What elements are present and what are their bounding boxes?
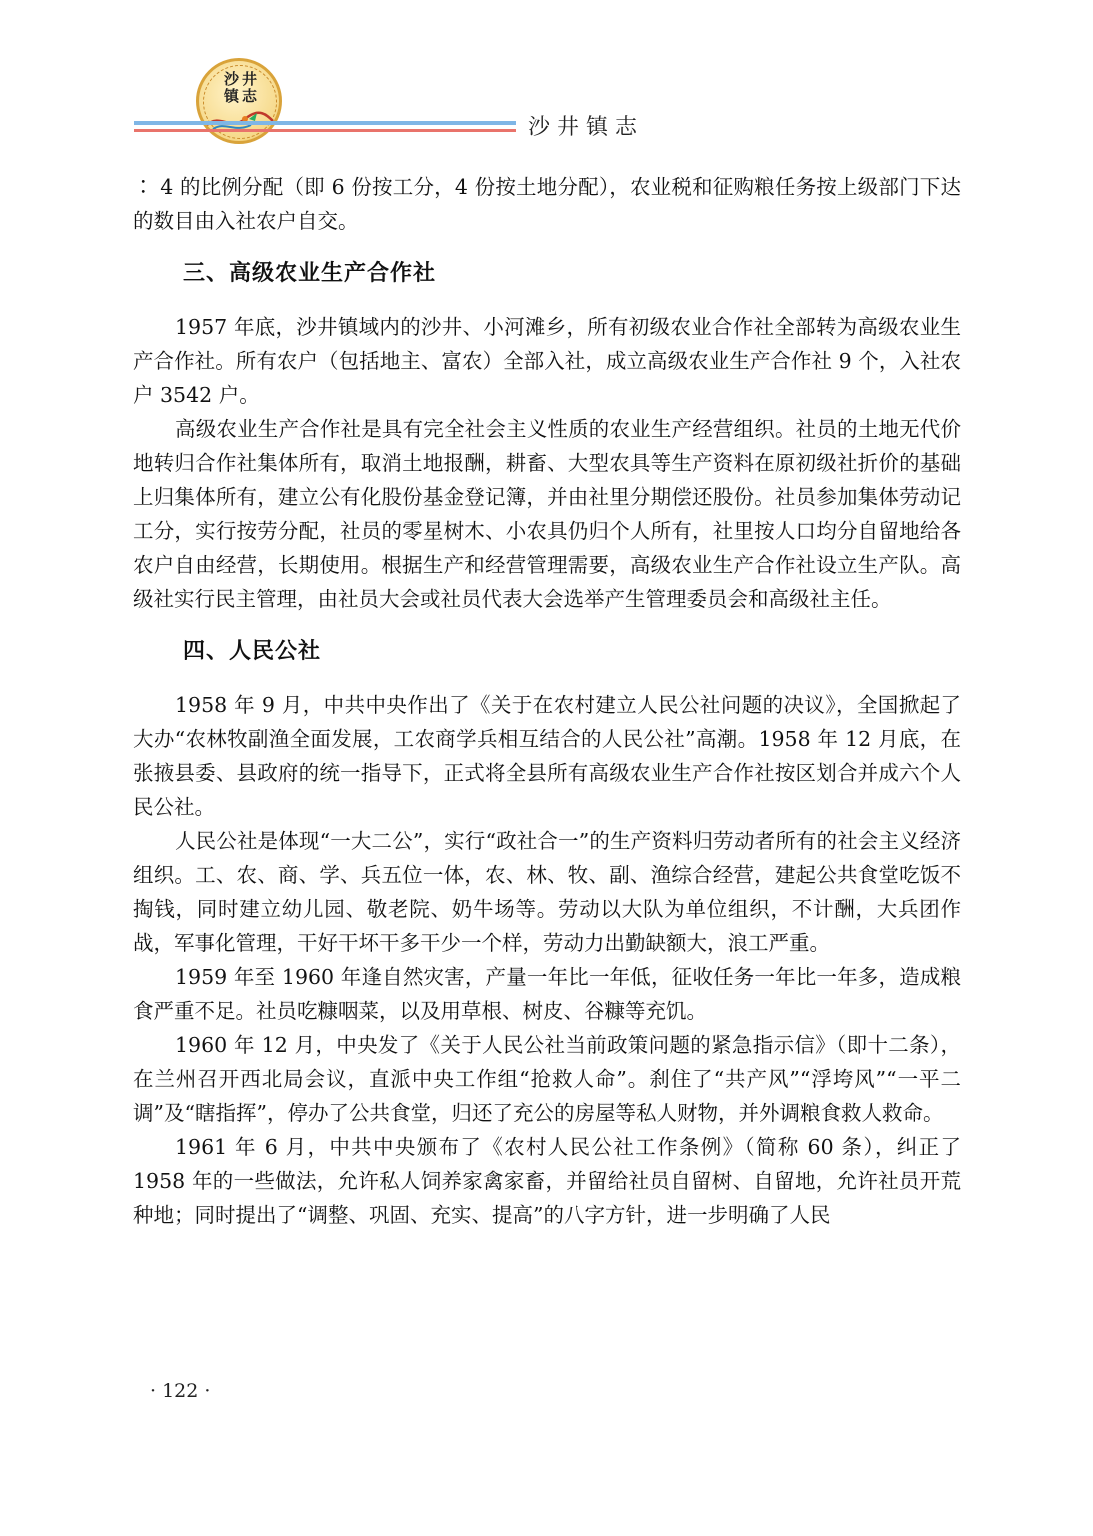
paragraph: 1959 年至 1960 年逢自然灾害，产量一年比一年低，征收任务一年比一年多，造成粮食严重不足。社员吃糠咽菜，以及用草根、树皮、谷糠等充饥。 xyxy=(133,965,961,1023)
page-header xyxy=(0,0,1093,150)
header-rule-red xyxy=(134,129,516,132)
page-body xyxy=(133,170,961,1232)
paragraph: 1960 年 12 月，中央发了《关于人民公社当前政策问题的紧急指示信》（即十二条），在兰州召开西北局会议，直派中央工作组“抢救人命”。刹住了“共产风”“浮垮风”“一平二调”及“瞎指挥”，停办了公共食堂，归还了充公的房屋等私人财物，并外调粮食救人救命。 xyxy=(133,1033,961,1125)
paragraph: 1957 年底，沙井镇域内的沙井、小河滩乡，所有初级农业合作社全部转为高级农业生产合作社。所有农户（包括地主、富农）全部入社，成立高级农业生产合作社 9 个，入社农户 3542 户。 xyxy=(133,315,961,407)
running-title: 沙井镇志 xyxy=(528,115,645,140)
paragraph: 1961 年 6 月，中共中央颁布了《农村人民公社工作条例》（简称 60 条），纠正了 1958 年的一些做法，允许私人饲养家禽家畜，并留给社员自留树、自留地，允许社员开荒种地；同时提出了“调整、巩固、充实、提高”的八字方针，进一步明确了人民 xyxy=(133,1135,961,1227)
paragraph: 高级农业生产合作社是具有完全社会主义性质的农业生产经营组织。社员的土地无代价地转归合作社集体所有，取消土地报酬，耕畜、大型农具等生产资料在原初级社折价的基础上归集体所有，建立公有化股份基金登记簿，并由社里分期偿还股份。社员参加集体劳动记工分，实行按劳分配，社员的零星树木、小农具仍归个人所有，社里按人口均分自留地给各农户自由经营，长期使用。根据生产和经营管理需要，高级农业生产合作社设立生产队。高级社实行民主管理，由社员大会或社员代表大会选举产生管理委员会和高级社主任。 xyxy=(133,417,961,611)
paragraph: 人民公社是体现“一大二公”，实行“政社合一”的生产资料归劳动者所有的社会主义经济组织。工、农、商、学、兵五位一体，农、林、牧、副、渔综合经营，建起公共食堂吃饭不掏钱，同时建立幼儿园、敬老院、奶牛场等。劳动以大队为单位组织，不计酬，大兵团作战，军事化管理，干好干坏干多干少一个样，劳动力出勤缺额大，浪工严重。 xyxy=(133,829,961,955)
page-number: · 122 · xyxy=(150,1380,211,1402)
paragraph: ∶ 4 的比例分配（即 6 份按工分，4 份按土地分配），农业税和征购粮任务按上级部门下达的数目由入社农户自交。 xyxy=(133,175,961,233)
section-heading: 三、高级农业生产合作社 xyxy=(183,261,437,286)
paragraph: 1958 年 9 月，中共中央作出了《关于在农村建立人民公社问题的决议》，全国掀起了大办“农林牧副渔全面发展，工农商学兵相互结合的人民公社”高潮。1958 年 12 月底，在张掖县委、县政府的统一指导下，正式将全县所有高级农业生产合作社按区划合并成六个人民公社。 xyxy=(133,693,961,819)
header-rule-blue xyxy=(134,121,516,125)
section-heading: 四、人民公社 xyxy=(183,639,322,664)
seal-text: 沙井镇志 xyxy=(223,70,260,105)
